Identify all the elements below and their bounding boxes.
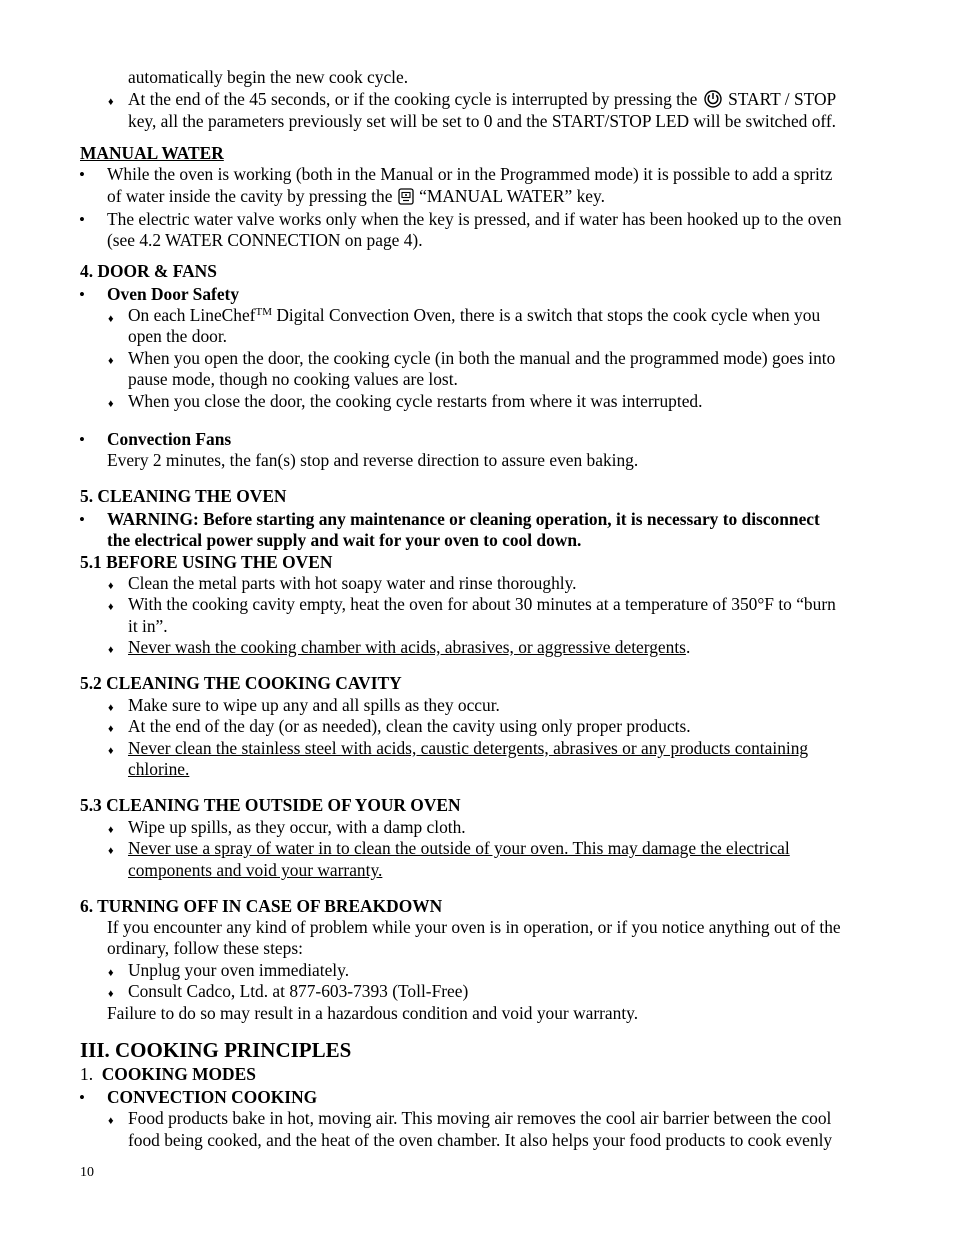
water-key-icon: [398, 188, 414, 211]
text-line: Make sure to wipe up any and all spills as they occur.: [128, 695, 500, 715]
diamond-bullet: ♦: [108, 988, 114, 1000]
text-line: When you close the door, the cooking cycle restarts from where it was interrupted.: [128, 391, 703, 411]
text-line: of water inside the cavity by pressing the “MANUAL WATER” key.: [107, 186, 605, 211]
text-line: Wipe up spills, as they occur, with a damp cloth.: [128, 817, 466, 837]
subheading-convection-fans: Convection Fans: [107, 429, 232, 449]
diamond-bullet: ♦: [108, 824, 114, 836]
text-line: food being cooked, and the heat of the oven chamber. It also helps your food products to cook evenly: [128, 1130, 833, 1150]
text-line: key, all the parameters previously set will be set to 0 and the START/STOP LED will be switched off.: [128, 111, 837, 131]
text-line: Every 2 minutes, the fan(s) stop and reverse direction to assure even baking.: [107, 450, 639, 470]
diamond-bullet: ♦: [108, 580, 114, 592]
diamond-bullet: ♦: [108, 355, 114, 367]
text-line: At the end of the 45 seconds, or if the cooking cycle is interrupted by pressing the START / STOP: [128, 89, 836, 114]
round-bullet: •: [79, 510, 85, 529]
text-line: it in”.: [128, 616, 168, 636]
subheading-convection-cooking: CONVECTION COOKING: [107, 1087, 318, 1107]
diamond-bullet: ♦: [108, 96, 114, 108]
text-line: open the door.: [128, 326, 228, 346]
text-line: The electric water valve works only when the key is pressed, and if water has been hooked up to the oven: [107, 209, 842, 229]
text-line: On each LineChef™ Digital Convection Oven, there is a switch that stops the cook cycle when you: [128, 305, 821, 325]
trademark-mark: TM: [255, 306, 272, 318]
text-line: When you open the door, the cooking cycle (in both the manual and the programmed mode) goes into: [128, 348, 836, 368]
diamond-bullet: ♦: [108, 601, 114, 613]
text-line: pause mode, though no cooking values are lost.: [128, 369, 458, 389]
page-number: 10: [80, 1165, 94, 1180]
round-bullet: •: [79, 1088, 85, 1107]
text-line: Never clean the stainless steel with acids, caustic detergents, abrasives or any products containing: [128, 738, 809, 758]
round-bullet: •: [79, 430, 85, 449]
subheading-cooking-modes: 1. COOKING MODES: [80, 1064, 256, 1084]
text-line: Failure to do so may result in a hazardous condition and void your warranty.: [107, 1003, 639, 1023]
power-icon: [703, 90, 723, 114]
text-line: chlorine.: [128, 759, 190, 779]
text-line: Clean the metal parts with hot soapy water and rinse thoroughly.: [128, 573, 577, 593]
section-heading-outside: 5.3 CLEANING THE OUTSIDE OF YOUR OVEN: [80, 795, 461, 815]
text-line: Never wash the cooking chamber with acids, abrasives, or aggressive detergents.: [128, 637, 691, 657]
diamond-bullet: ♦: [108, 967, 114, 979]
section-heading-breakdown: 6. TURNING OFF IN CASE OF BREAKDOWN: [80, 896, 443, 916]
text-line: Unplug your oven immediately.: [128, 960, 350, 980]
diamond-bullet: ♦: [108, 845, 114, 857]
text-line: components and void your warranty.: [128, 860, 383, 880]
text-line: automatically begin the new cook cycle.: [128, 67, 409, 87]
diamond-bullet: ♦: [108, 745, 114, 757]
diamond-bullet: ♦: [108, 644, 114, 656]
text-line: At the end of the day (or as needed), clean the cavity using only proper products.: [128, 716, 691, 736]
section-heading-manual-water: MANUAL WATER: [80, 143, 224, 163]
section-heading-cooking-cavity: 5.2 CLEANING THE COOKING CAVITY: [80, 673, 402, 693]
chapter-heading-cooking-principles: III. COOKING PRINCIPLES: [80, 1038, 352, 1062]
diamond-bullet: ♦: [108, 1115, 114, 1127]
subheading-oven-door-safety: Oven Door Safety: [107, 284, 240, 304]
text-line: Consult Cadco, Ltd. at 877-603-7393 (Toll-Free): [128, 981, 469, 1001]
round-bullet: •: [79, 165, 85, 184]
section-heading-before-using: 5.1 BEFORE USING THE OVEN: [80, 552, 333, 572]
text-line: Food products bake in hot, moving air. This moving air removes the cool air barrier between the cool: [128, 1108, 832, 1128]
warning-text: WARNING: Before starting any maintenance or cleaning operation, it is necessary to disconnect: [107, 509, 820, 529]
round-bullet: •: [79, 210, 85, 229]
text-line: While the oven is working (both in the Manual or in the Programmed mode) it is possible to add a spritz: [107, 164, 833, 184]
section-heading-cleaning: 5. CLEANING THE OVEN: [80, 486, 287, 506]
diamond-bullet: ♦: [108, 702, 114, 714]
text-line: If you encounter any kind of problem while your oven is in operation, or if you notice anything out of the: [107, 917, 841, 937]
text-line: (see 4.2 WATER CONNECTION on page 4).: [107, 230, 423, 250]
text-line: Never use a spray of water in to clean the outside of your oven. This may damage the electrical: [128, 838, 790, 858]
section-heading-door-fans: 4. DOOR & FANS: [80, 261, 217, 281]
round-bullet: •: [79, 285, 85, 304]
warning-text: the electrical power supply and wait for your oven to cool down.: [107, 530, 582, 550]
text-line: ordinary, follow these steps:: [107, 938, 303, 958]
text-line: With the cooking cavity empty, heat the oven for about 30 minutes at a temperature of 350°F to “burn: [128, 594, 836, 614]
diamond-bullet: ♦: [108, 723, 114, 735]
diamond-bullet: ♦: [108, 398, 114, 410]
diamond-bullet: ♦: [108, 313, 114, 325]
